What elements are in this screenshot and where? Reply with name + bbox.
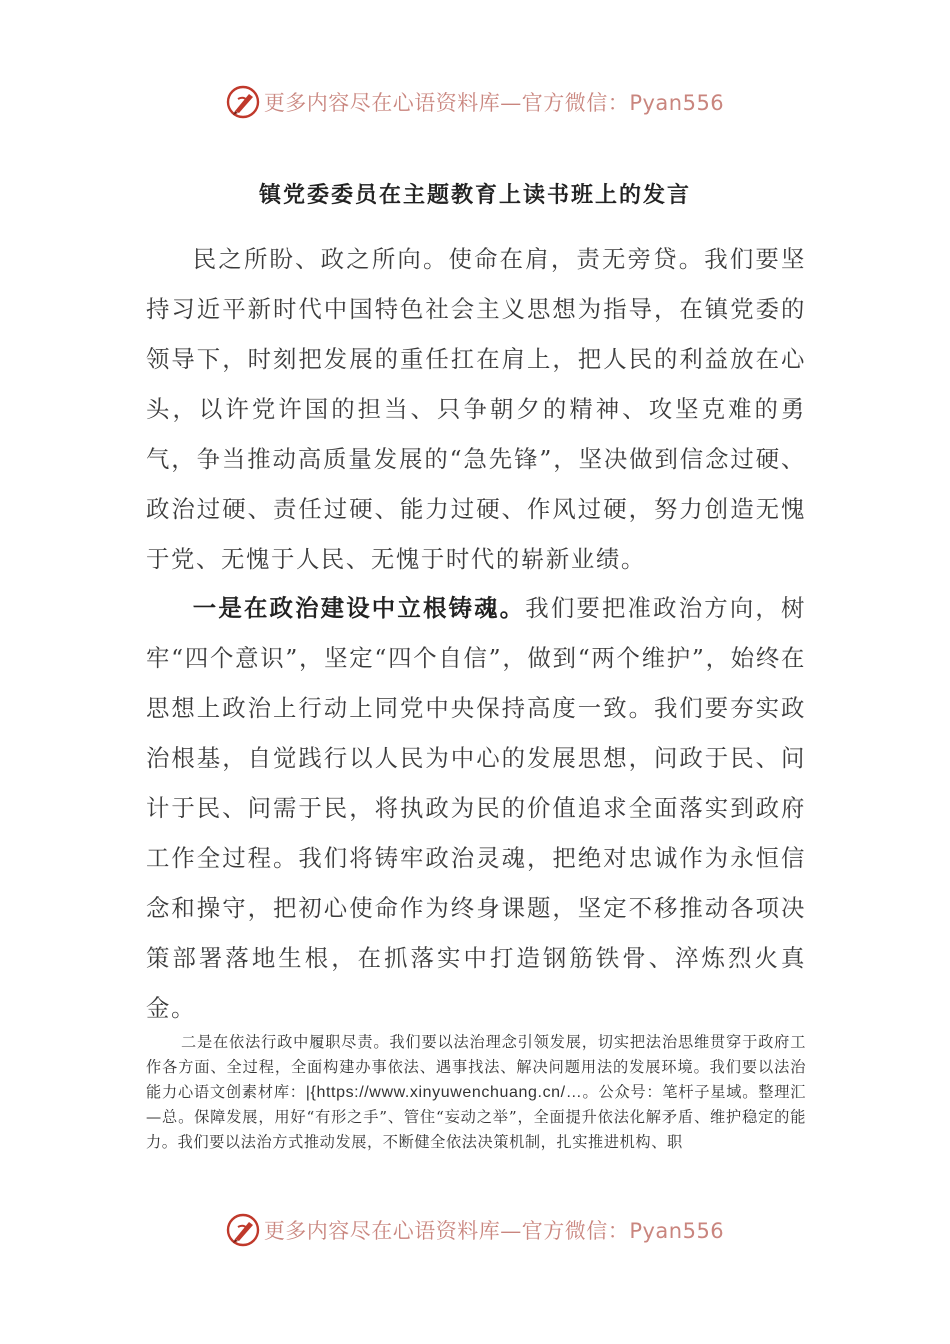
pen-logo-icon: [226, 85, 260, 119]
banner-text: 更多内容尽在心语资料库—官方微信：Pyan556: [263, 91, 725, 115]
source-link[interactable]: |{https://www.xinyuwenchuang.cn/…: [305, 1084, 583, 1101]
paragraph-2: [146, 583, 806, 1033]
paragraph-2-heading: 一是在政治建设中立根铸魂。: [192, 594, 526, 622]
paragraph-3-text-a: 二是在依法行政中履职尽责。我们要以法治理念引领发展，切实把法治思维贯穿于政府工作各方面、全过程，全面构建办事依法、遇事找法、解决问题用法的发展环境。我们要以法治能力心语文创素材库：: [146, 1033, 806, 1101]
paragraph-2-text: 我们要把准政治方向，树牢“四个意识”，坚定“四个自信”，做到“两个维护”，始终在思想上政治上行动上同党中央保持高度一致。我们要夯实政治根基，自觉践行以人民为中心的发展思想，问政于民、问计于民、问需于民，将执政为民的价值追求全面落实到政府工作全过程。我们将铸牢政治灵魂，把绝对忠诚作为永恒信念和操守，把初心使命作为终身课题，坚定不移推动各项决策部署落地生根，在抓落实中打造钢筋铁骨、淬炼烈火真金。: [146, 594, 806, 1022]
paragraph-3: [146, 1030, 806, 1155]
banner-text: 更多内容尽在心语资料库—官方微信：Pyan556: [263, 1219, 725, 1243]
paragraph-1: [146, 234, 806, 584]
footer-banner: [0, 1208, 950, 1252]
pen-logo-icon: [226, 1213, 260, 1247]
document-title: 镇党委委员在主题教育上读书班上的发言: [258, 183, 691, 208]
paragraph-1-text: 民之所盼、政之所向。使命在肩，责无旁贷。我们要坚持习近平新时代中国特色社会主义思想为指导，在镇党委的领导下，时刻把发展的重任扛在肩上，把人民的利益放在心头，以许党许国的担当、只争朝夕的精神、攻坚克难的勇气，争当推动高质量发展的“急先锋”，坚决做到信念过硬、政治过硬、责任过硬、能力过硬、作风过硬，努力创造无愧于党、无愧于人民、无愧于时代的崭新业绩。: [146, 245, 806, 573]
wechat-id: Pyan556: [629, 1219, 725, 1243]
wechat-id: Pyan556: [629, 91, 725, 115]
header-banner: [0, 80, 950, 124]
paragraph-3-text-b: 。公众号：笔杆子星域。整理汇—总。保障发展，用好“有形之手”、管住“妄动之举”，全面提升依法化解矛盾、维护稳定的能力。我们要以法治方式推动发展，不断健全依法决策机制，扎实推进机构、职: [146, 1083, 807, 1151]
